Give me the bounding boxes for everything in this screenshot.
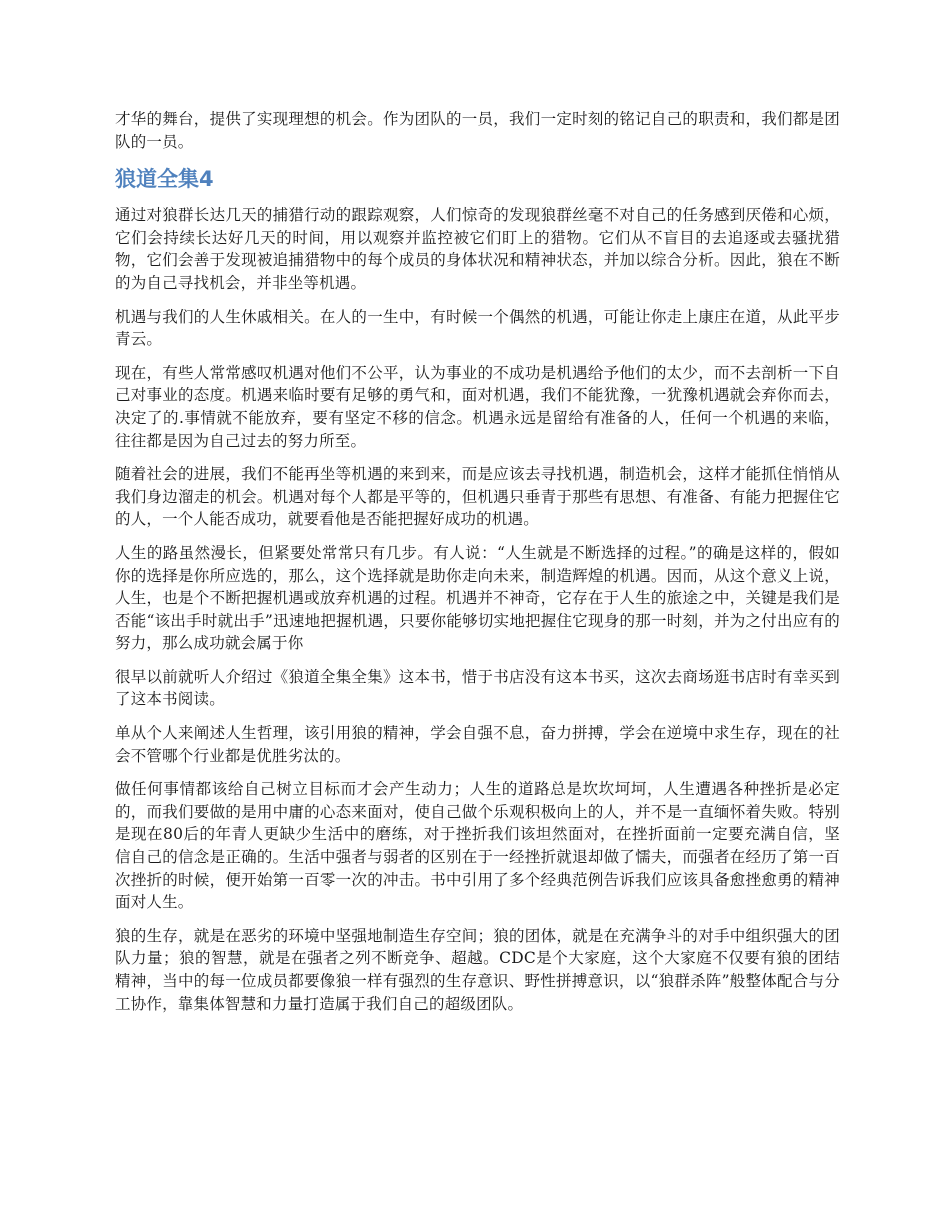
paragraph-3: 现在，有些人常常感叹机遇对他们不公平，认为事业的不成功是机遇给予他们的太少，而不去剖析一下自己对事业的态度。机遇来临时要有足够的勇气和，面对机遇，我们不能犹豫，一犹豫机遇就会弃你而去，决定了的.事情就不能放弃，要有坚定不移的信念。机遇永远是留给有准备的人，任何一个机遇的来临，往往都是因为自己过去的努力所至。 [115,363,840,450]
paragraph-6: 很早以前就听人介绍过《狼道全集全集》这本书，惜于书店没有这本书买，这次去商场逛书店时有幸买到了这本书阅读。 [115,667,840,709]
section-heading: 狼道全集4 [115,167,214,192]
paragraph-9: 狼的生存，就是在恶劣的环境中坚强地制造生存空间；狼的团体，就是在充满争斗的对手中组织强大的团队力量；狼的智慧，就是在强者之列不断竞争、超越。CDC是个大家庭，这个大家庭不仅要有狼的团结精神，当中的每一位成员都要像狼一样有强烈的生存意识、野性拼搏意识，以“狼群杀阵”般整体配合与分工协作，靠集体智慧和力量打造属于我们自己的超级团队。 [115,926,840,1013]
intro-paragraph: 才华的舞台，提供了实现理想的机会。作为团队的一员，我们一定时刻的铭记自己的职责和，我们都是团队的一员。 [115,110,840,151]
paragraph-7: 单从个人来阐述人生哲理，该引用狼的精神，学会自强不息，奋力拼搏，学会在逆境中求生存，现在的社会不管哪个行业都是优胜劣汰的。 [115,724,840,765]
paragraph-1: 通过对狼群长达几天的捕猎行动的跟踪观察，人们惊奇的发现狼群丝毫不对自己的任务感到厌倦和心烦，它们会持续长达好几天的时间，用以观察并监控被它们盯上的猎物。它们从不盲目的去追逐或去骚扰猎物，它们会善于发现被追捕猎物中的每个成员的身体状况和精神状态，并加以综合分析。因此，狼在不断的为自己寻找机会，并非坐等机遇。 [115,206,840,292]
paragraph-8: 做任何事情都该给自己树立目标而才会产生动力；人生的道路总是坎坎坷坷，人生遭遇各种挫折是必定的，而我们要做的是用中庸的心态来面对，使自己做个乐观积极向上的人，并不是一直缅怀着失败。特别是现在80后的年青人更缺少生活中的磨练，对于挫折我们该坦然面对，在挫折面前一定要充满自信，坚信自己的信念是正确的。生活中强者与弱者的区别在于一经挫折就退却做了懦夫，而强者在经历了第一百次挫折的时候，便开始第一百零一次的冲击。书中引用了多个经典范例告诉我们应该具备愈挫愈勇的精神面对人生。 [115,780,840,912]
paragraph-2: 机遇与我们的人生休戚相关。在人的一生中，有时候一个偶然的机遇，可能让你走上康庄在道，从此平步青云。 [115,307,840,349]
paragraph-5: 人生的路虽然漫长，但紧要处常常只有几步。有人说：“人生就是不断选择的过程。”的确是这样的，假如你的选择是你所应选的，那么，这个选择就是助你走向未来，制造辉煌的机遇。因而，从这个意义上说，人生，也是个不断把握机遇或放弃机遇的过程。机遇并不神奇，它存在于人生的旅途之中，关键是我们是否能“该出手时就出手”迅速地把握机遇，只要你能够切实地把握住它现身的那一时刻，并为之付出应有的努力，那么成功就会属于你 [115,543,840,653]
document-page [115,108,840,1026]
paragraph-4: 随着社会的进展，我们不能再坐等机遇的来到来，而是应该去寻找机遇，制造机会，这样才能抓住悄悄从我们身边溜走的机会。机遇对每个人都是平等的，但机遇只垂青于那些有思想、有准备、有能力把握住它的人，一个人能否成功，就要看他是否能把握好成功的机遇。 [115,465,840,529]
